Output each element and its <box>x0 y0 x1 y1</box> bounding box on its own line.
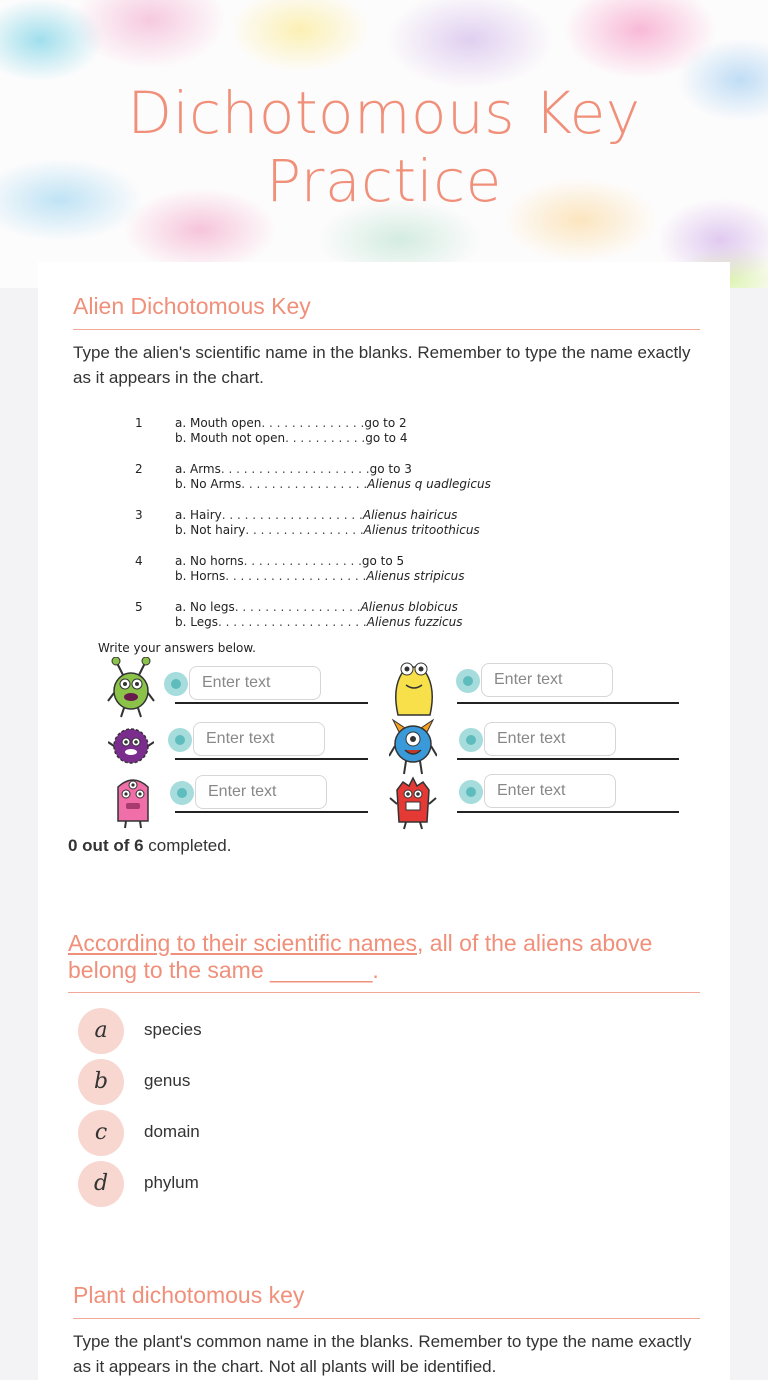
key-option-b <box>175 431 407 446</box>
choice-option-a[interactable] <box>78 1008 478 1054</box>
leader-dots: . . . . . . . . . . . . . . . . <box>243 554 362 568</box>
key-option-label: b. Legs <box>175 615 218 629</box>
key-option-label: a. Hairy <box>175 508 222 522</box>
choice-option-b[interactable] <box>78 1059 478 1105</box>
answer-1-input[interactable] <box>189 666 321 700</box>
key-option-result: go to 5 <box>361 554 405 568</box>
answer-6-marker[interactable] <box>459 780 483 804</box>
answer-2-line <box>457 702 679 704</box>
question-rest-text: , all of the aliens above belong to the same ________. <box>68 930 653 983</box>
choice-label: genus <box>144 1071 191 1090</box>
pink-three-eyed-alien <box>110 773 156 829</box>
page-title-line-2: Practice <box>266 147 502 215</box>
key-option-result: go to 4 <box>365 431 408 445</box>
key-step-number: 5 <box>135 600 143 614</box>
answer-5-marker[interactable] <box>170 781 194 805</box>
section-title-plant-key: Plant dichotomous key <box>73 1282 305 1308</box>
leader-dots: . . . . . . . . . . . . . . . . <box>245 523 364 537</box>
answer-6-line <box>457 811 679 813</box>
key-option-b <box>175 569 465 584</box>
key-option-a <box>175 416 407 431</box>
key-option-a <box>175 600 458 615</box>
choice-letter: a <box>78 1008 124 1054</box>
key-option-result: Alienus q uadlegicus <box>367 477 491 491</box>
answer-2-input[interactable] <box>481 663 613 697</box>
key-option-label: b. No Arms <box>175 477 242 491</box>
green-antenna-alien <box>106 657 156 719</box>
question-prompt <box>68 930 708 984</box>
key-option-a <box>175 508 457 523</box>
choice-label: domain <box>144 1122 200 1141</box>
key-step-number: 1 <box>135 416 143 430</box>
choice-option-c[interactable] <box>78 1110 478 1156</box>
section-instructions: Type the plant's common name in the blanks. Remember to type the name exactly as it appears in the chart. Not all plants will be identified. <box>73 1332 692 1376</box>
key-option-label: b. Horns <box>175 569 226 583</box>
key-option-result: Alienus tritoothicus <box>363 523 480 537</box>
key-step-number: 3 <box>135 508 143 522</box>
key-option-label: b. Mouth not open <box>175 431 286 445</box>
choice-letter: c <box>78 1110 124 1156</box>
leader-dots: . . . . . . . . . . . . . . . . . . . . <box>217 615 367 629</box>
answer-3-input[interactable] <box>193 722 325 756</box>
write-answers-label: Write your answers below. <box>98 641 256 655</box>
leader-dots: . . . . . . . . . . . . . . <box>261 416 365 430</box>
answer-3-line <box>175 758 368 760</box>
key-option-result: go to 3 <box>369 462 412 476</box>
leader-dots: . . . . . . . . . . . . . . . . . . . <box>225 569 367 583</box>
key-option-result: go to 2 <box>364 416 407 430</box>
leader-dots: . . . . . . . . . . . . . . . . . . . <box>221 508 363 522</box>
answer-5-line <box>175 811 368 813</box>
choice-option-d[interactable] <box>78 1161 478 1207</box>
red-fuzzy-alien <box>389 776 437 830</box>
answer-4-input[interactable] <box>484 722 616 756</box>
completion-count: 0 out of 6 <box>68 836 144 855</box>
key-option-label: b. Not hairy <box>175 523 246 537</box>
key-option-result: Alienus stripicus <box>366 569 465 583</box>
key-option-result: Alienus hairicus <box>362 508 458 522</box>
answer-6-input[interactable] <box>484 774 616 808</box>
key-option-label: a. Arms <box>175 462 221 476</box>
section-title-alien-key: Alien Dichotomous Key <box>73 293 311 319</box>
leader-dots: . . . . . . . . . . . . . . . . . . . . <box>220 462 370 476</box>
key-option-label: a. No horns <box>175 554 244 568</box>
answer-1-line <box>175 702 368 704</box>
answer-3-marker[interactable] <box>168 728 192 752</box>
yellow-blob-alien <box>390 659 438 717</box>
choice-label: species <box>144 1020 202 1039</box>
key-step-number: 2 <box>135 462 143 476</box>
answer-2-marker[interactable] <box>456 669 480 693</box>
answer-1-marker[interactable] <box>164 672 188 696</box>
answer-4-line <box>457 758 679 760</box>
key-option-label: a. No legs <box>175 600 235 614</box>
completion-status <box>68 836 231 856</box>
leader-dots: . . . . . . . . . . . . . . . . . <box>241 477 368 491</box>
choice-letter: b <box>78 1059 124 1105</box>
answer-5-input[interactable] <box>195 775 327 809</box>
key-option-result: Alienus blobicus <box>360 600 458 614</box>
blue-horned-alien <box>389 718 437 776</box>
key-step-number: 4 <box>135 554 143 568</box>
key-option-a <box>175 554 404 569</box>
key-option-label: a. Mouth open <box>175 416 262 430</box>
page-title: Dichotomous Key <box>127 79 641 147</box>
section-divider <box>73 329 700 330</box>
section-divider <box>73 1318 700 1319</box>
section-instructions: Type the alien's scientific name in the blanks. Remember to type the name exactly as it appears in the chart. <box>73 343 691 387</box>
completion-suffix: completed. <box>143 836 232 855</box>
purple-fuzzy-alien <box>108 722 154 770</box>
choice-label: phylum <box>144 1173 199 1192</box>
question-underlined-text: According to their scientific names <box>68 930 417 956</box>
choice-letter: d <box>78 1161 124 1207</box>
key-option-a <box>175 462 412 477</box>
header-banner <box>0 0 768 288</box>
key-option-result: Alienus fuzzicus <box>366 615 463 629</box>
leader-dots: . . . . . . . . . . . . . . . . . <box>234 600 361 614</box>
key-option-b <box>175 523 480 538</box>
answer-4-marker[interactable] <box>459 728 483 752</box>
question-divider <box>68 992 700 993</box>
leader-dots: . . . . . . . . . . . <box>285 431 366 445</box>
key-option-b <box>175 477 491 492</box>
key-option-b <box>175 615 463 630</box>
